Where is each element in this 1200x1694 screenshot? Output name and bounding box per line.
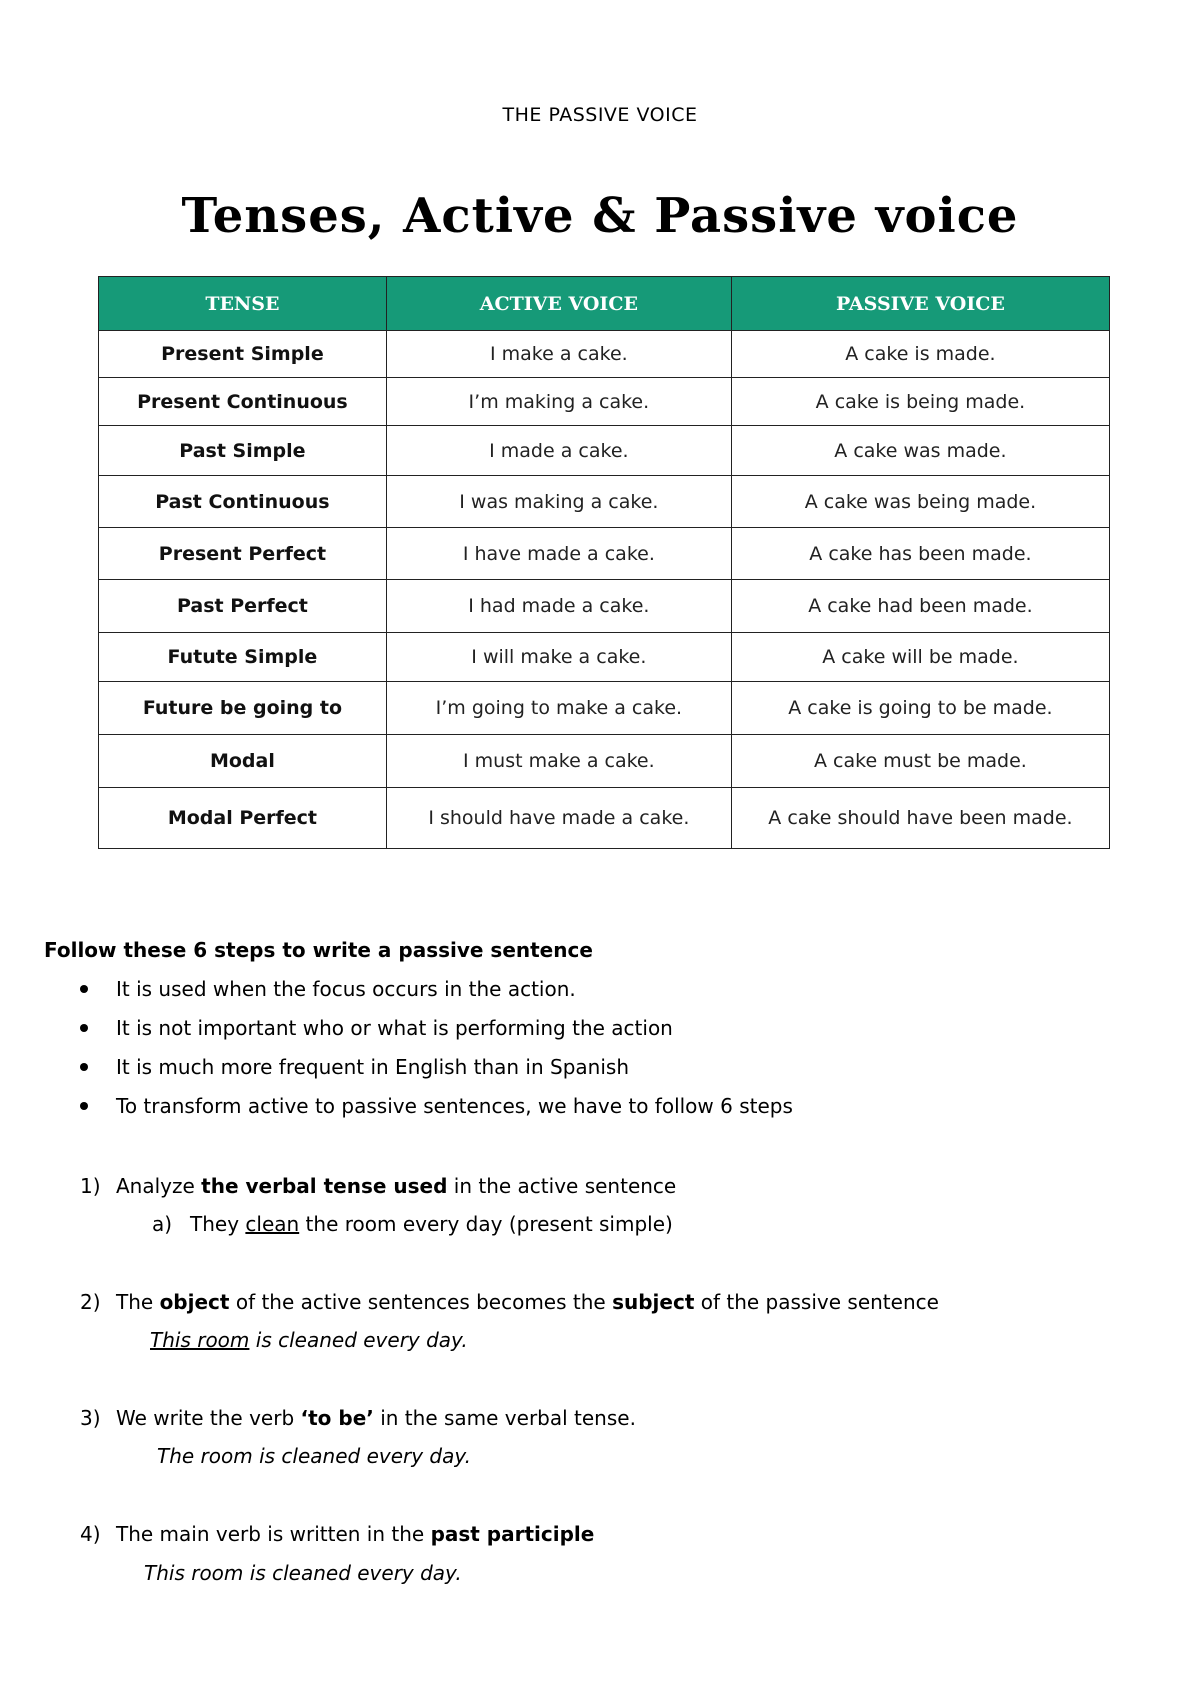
step-number: 3) <box>80 1406 101 1430</box>
step-text: of the passive sentence <box>694 1290 939 1314</box>
header-tense: TENSE <box>99 277 387 331</box>
passive-cell: A cake is being made. <box>731 378 1109 426</box>
header-passive-voice: PASSIVE VOICE <box>731 277 1109 331</box>
bullet-text: It is much more frequent in English than in Spanish <box>116 1055 629 1079</box>
bullet-dot-icon <box>80 1063 88 1071</box>
list-item <box>0 1011 793 1050</box>
tense-cell: Future be going to <box>99 682 387 735</box>
tense-cell: Present Simple <box>99 331 387 378</box>
step-text: Analyze <box>116 1174 202 1198</box>
step-emphasis: subject <box>612 1290 695 1314</box>
step-4 <box>80 1522 594 1546</box>
active-cell: I’m going to make a cake. <box>386 682 731 735</box>
sub-item-text: They <box>190 1212 246 1236</box>
example-text: is cleaned every day. <box>249 1328 468 1352</box>
table-row <box>99 378 1110 426</box>
step-text: in the active sentence <box>447 1174 677 1198</box>
list-item <box>0 972 793 1011</box>
passive-cell: A cake was made. <box>731 426 1109 476</box>
passive-cell: A cake is going to be made. <box>731 682 1109 735</box>
passive-cell: A cake must be made. <box>731 735 1109 788</box>
step-number: 4) <box>80 1522 101 1546</box>
step-1-sub-item <box>152 1212 673 1236</box>
table-row <box>99 788 1110 849</box>
active-cell: I’m making a cake. <box>386 378 731 426</box>
step-text: The <box>116 1290 160 1314</box>
step-emphasis: past participle <box>430 1522 595 1546</box>
underlined-subject: This room <box>150 1328 250 1352</box>
passive-cell: A cake will be made. <box>731 633 1109 682</box>
bullet-list <box>0 972 793 1128</box>
steps-heading: Follow these 6 steps to write a passive sentence <box>44 938 593 962</box>
passive-cell: A cake is made. <box>731 331 1109 378</box>
bullet-text: To transform active to passive sentences, we have to follow 6 steps <box>116 1094 793 1118</box>
step-text: The main verb is written in the <box>116 1522 431 1546</box>
step-emphasis: object <box>159 1290 230 1314</box>
table-row <box>99 682 1110 735</box>
step-3 <box>80 1406 636 1430</box>
bullet-dot-icon <box>80 1102 88 1110</box>
underlined-verb: clean <box>245 1212 300 1236</box>
step-emphasis: ‘to be’ <box>300 1406 374 1430</box>
tense-cell: Futute Simple <box>99 633 387 682</box>
table-row <box>99 331 1110 378</box>
active-cell: I had made a cake. <box>386 580 731 633</box>
table-row <box>99 735 1110 788</box>
tense-cell: Modal Perfect <box>99 788 387 849</box>
tense-cell: Past Continuous <box>99 476 387 528</box>
active-cell: I have made a cake. <box>386 528 731 580</box>
step-number: 2) <box>80 1290 101 1314</box>
header-active-voice: ACTIVE VOICE <box>386 277 731 331</box>
table-row <box>99 580 1110 633</box>
step-3-example: The room is cleaned every day. <box>157 1444 472 1468</box>
sub-item-letter: a) <box>152 1212 173 1236</box>
table-row <box>99 476 1110 528</box>
active-cell: I should have made a cake. <box>386 788 731 849</box>
passive-cell: A cake should have been made. <box>731 788 1109 849</box>
bullet-dot-icon <box>80 985 88 993</box>
table-row <box>99 633 1110 682</box>
bullet-dot-icon <box>80 1024 88 1032</box>
step-2-example <box>150 1328 468 1352</box>
active-cell: I will make a cake. <box>386 633 731 682</box>
active-cell: I make a cake. <box>386 331 731 378</box>
tenses-table <box>98 276 1110 849</box>
tense-cell: Past Simple <box>99 426 387 476</box>
table-header-row <box>99 277 1110 331</box>
tense-cell: Present Perfect <box>99 528 387 580</box>
active-cell: I made a cake. <box>386 426 731 476</box>
tense-cell: Modal <box>99 735 387 788</box>
bullet-text: It is not important who or what is performing the action <box>116 1016 673 1040</box>
step-text: We write the verb <box>116 1406 301 1430</box>
step-4-example: This room is cleaned every day. <box>144 1561 462 1585</box>
passive-cell: A cake had been made. <box>731 580 1109 633</box>
table-heading: Tenses, Active & Passive voice <box>181 188 1019 244</box>
table-row <box>99 426 1110 476</box>
tense-cell: Present Continuous <box>99 378 387 426</box>
active-cell: I was making a cake. <box>386 476 731 528</box>
sub-item-text: the room every day (present simple) <box>299 1212 673 1236</box>
passive-cell: A cake was being made. <box>731 476 1109 528</box>
step-emphasis: the verbal tense used <box>201 1174 448 1198</box>
step-text: of the active sentences becomes the <box>229 1290 613 1314</box>
table-row <box>99 528 1110 580</box>
step-text: in the same verbal tense. <box>373 1406 636 1430</box>
step-2 <box>80 1290 939 1314</box>
list-item <box>0 1050 793 1089</box>
bullet-text: It is used when the focus occurs in the action. <box>116 977 576 1001</box>
passive-cell: A cake has been made. <box>731 528 1109 580</box>
active-cell: I must make a cake. <box>386 735 731 788</box>
step-1 <box>80 1174 676 1198</box>
list-item <box>0 1089 793 1128</box>
document-title: THE PASSIVE VOICE <box>502 104 698 126</box>
step-number: 1) <box>80 1174 101 1198</box>
tense-cell: Past Perfect <box>99 580 387 633</box>
